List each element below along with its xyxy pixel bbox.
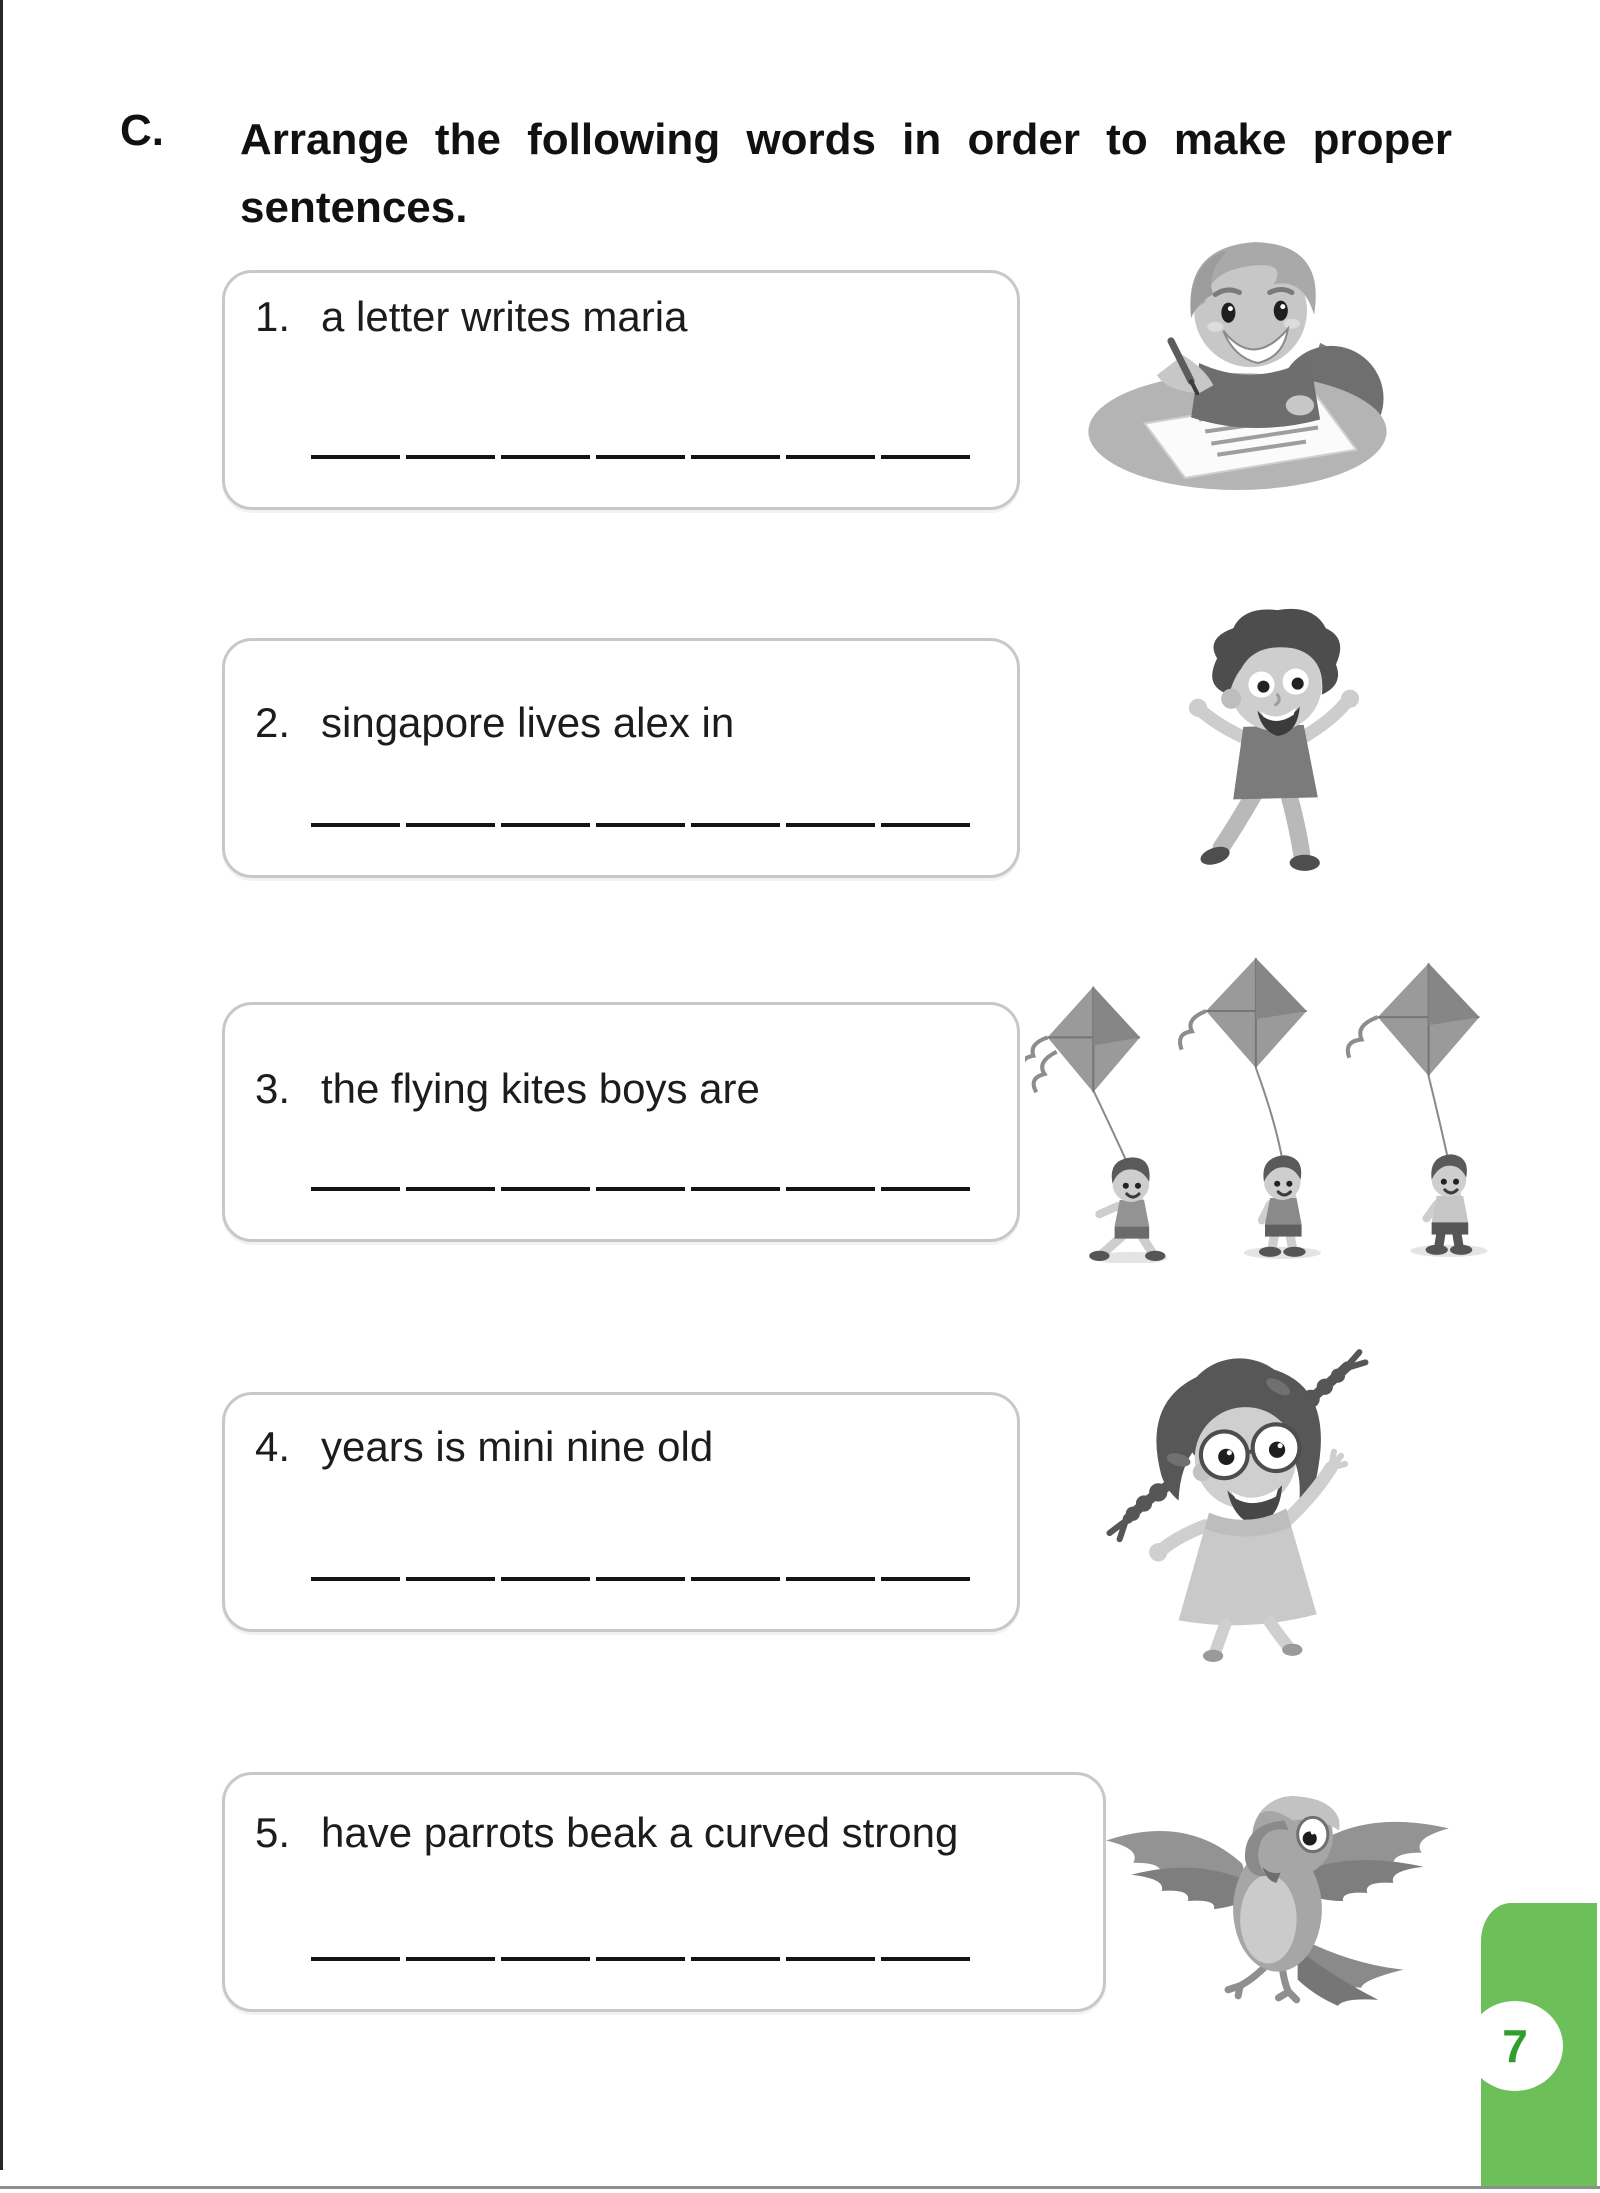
answer-blank-line (311, 823, 976, 827)
parrot-spread-wings-illustration (1090, 1778, 1470, 2020)
question-box-2 (222, 638, 1020, 878)
section-label: C. (120, 106, 164, 155)
instruction-heading: Arrange the following words in order to make proper sentences. (240, 115, 1452, 233)
page-number-tab (1481, 1903, 1597, 2187)
question-sentence: years is mini nine old (321, 1423, 714, 1470)
page-bottom-rule (0, 2186, 1600, 2189)
jumping-girl-with-glasses-illustration (1105, 1338, 1375, 1663)
answer-blank-line (311, 1957, 976, 1961)
question-sentence: have parrots beak a curved strong (321, 1809, 959, 1856)
question-number: 1. (255, 293, 291, 340)
child-writing-letter-icon (1085, 222, 1400, 494)
answer-blank-line (311, 1577, 976, 1581)
question-sentence: the flying kites boys are (321, 1065, 760, 1112)
parrot-icon (1090, 1778, 1470, 2020)
question-number: 2. (255, 699, 291, 746)
question-box-5 (222, 1772, 1106, 2012)
question-number: 3. (255, 1065, 291, 1112)
page-number-badge (1467, 2001, 1563, 2091)
question-number: 5. (255, 1809, 291, 1856)
jumping-girl-icon (1105, 1338, 1375, 1663)
page-left-edge-line (0, 0, 3, 2170)
question-number: 4. (255, 1423, 291, 1470)
question-box-4 (222, 1392, 1020, 1632)
question-sentence: a letter writes maria (321, 293, 688, 340)
child-writing-letter-illustration (1085, 222, 1400, 494)
question-sentence: singapore lives alex in (321, 699, 735, 746)
cheering-boy-icon (1183, 598, 1363, 890)
answer-blank-line (311, 455, 976, 459)
boys-flying-kites-icon (1025, 948, 1505, 1263)
question-box-1 (222, 270, 1020, 510)
page-number: 7 (1502, 2020, 1528, 2072)
answer-blank-line (311, 1187, 976, 1191)
cheering-boy-illustration (1183, 598, 1363, 890)
question-box-3 (222, 1002, 1020, 1242)
three-boys-flying-kites-illustration (1025, 948, 1505, 1263)
